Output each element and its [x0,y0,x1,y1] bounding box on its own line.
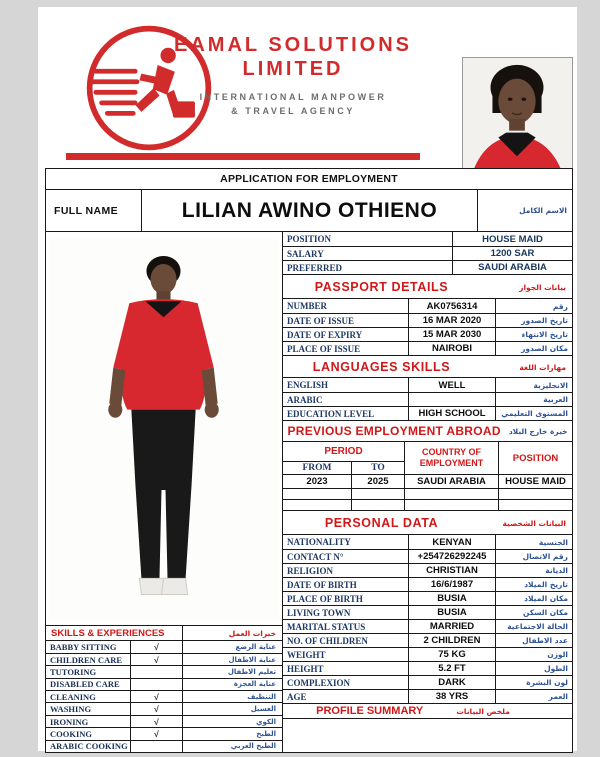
passport-rows [283,298,572,355]
country-header: COUNTRY OF EMPLOYMENT [405,442,499,474]
personal-row-label: NATIONALITY [283,535,409,549]
skill-row [46,653,282,665]
profile-summary-title: PROFILE SUMMARY [316,705,424,717]
personal-row-label-arabic-cell [496,578,572,591]
personal-row-value: 16/6/1987 [409,578,496,591]
passport-row-label-arabic-cell [496,342,572,355]
application-form [45,168,573,753]
employment-cell-from: 2023 [283,474,352,488]
personal-row-label: PLACE OF BIRTH [283,592,409,605]
personal-row-label-arabic: الحالة الاجتماعية [507,622,568,631]
personal-row-value: 38 YRS [409,690,496,703]
personal-row-value: 75 KG [409,648,496,661]
passport-row-label-arabic-cell [496,328,572,341]
personal-row-label-arabic: تاريخ الميلاد [524,580,568,589]
employment-cell-to [352,488,405,499]
form-title: APPLICATION FOR EMPLOYMENT [46,169,572,190]
skill-label-arabic: الكوي [256,717,276,726]
personal-row-label-arabic: مكان السكن [523,608,568,617]
skill-row [46,678,282,690]
passport-row-label-arabic-cell [496,314,572,327]
skill-checkmark: √ [131,641,183,652]
personal-row [283,633,572,647]
passport-row-label: PLACE OF ISSUE [283,342,409,355]
languages-title: LANGUAGES SKILLS [312,359,451,374]
personal-row-label-arabic-cell [496,676,572,689]
employment-title: PREVIOUS EMPLOYMENT ABROAD [287,424,501,438]
period-header: PERIOD [283,442,405,461]
employment-section-header [283,420,572,441]
languages-row [283,378,572,392]
passport-row [283,327,572,341]
languages-row-value [409,393,496,406]
skills-table [46,625,282,752]
passport-row-value: AK0756314 [409,299,496,313]
employment-cell-country [405,488,499,499]
languages-row-label-arabic-cell [496,378,572,392]
job-row-label: POSITION [283,232,453,246]
personal-row-value: BUSIA [409,592,496,605]
languages-section-header [283,355,572,377]
personal-row-label: CONTACT N° [283,550,409,563]
passport-row-label: NUMBER [283,299,409,313]
personal-row-label-arabic: العمر [548,692,568,701]
passport-row-label-arabic: رقم [552,301,568,311]
personal-row-label-arabic-cell [496,662,572,675]
languages-title-arabic: مهارات اللغة [519,362,566,372]
personal-row-value: +254726292245 [409,550,496,563]
profile-summary-box [283,718,572,752]
applicant-portrait-photo [462,57,573,179]
employment-grid [283,441,572,510]
skill-label-arabic: التنظيف [247,692,276,701]
personal-row-label-arabic-cell [496,592,572,605]
personal-title: PERSONAL DATA [324,515,439,530]
full-name-label-arabic: الاسم الكامل [519,206,567,215]
skill-checkmark: √ [131,691,183,702]
personal-title-arabic: البيانات الشخصية [502,518,566,528]
personal-row-label: NO. OF CHILDREN [283,634,409,647]
passport-row-label: DATE OF EXPIRY [283,328,409,341]
skill-label: TUTORING [46,666,131,677]
passport-row [283,313,572,327]
from-header: FROM [283,461,352,474]
passport-row-label-arabic: تاريخ الانتهاء [521,330,568,339]
company-name-block [168,33,418,119]
personal-row-label-arabic: مكان الميلاد [524,594,568,603]
tagline-line2: & TRAVEL AGENCY [231,106,355,117]
languages-row-value: HIGH SCHOOL [409,407,496,420]
employment-cell-from [283,499,352,510]
employment-title-arabic: خبرة خارج البلاد [508,426,568,436]
personal-row-label: LIVING TOWN [283,606,409,619]
skill-row [46,740,282,752]
skill-label-arabic: تعليم الاطفال [227,667,276,676]
employment-cell-country: SAUDI ARABIA [405,474,499,488]
personal-row [283,605,572,619]
personal-row-label-arabic: عدد الاطفال [522,636,568,645]
personal-row-label: MARITAL STATUS [283,620,409,633]
skill-label: ARABIC COOKING [46,741,131,752]
personal-row [283,577,572,591]
skill-checkmark: √ [131,703,183,714]
skill-label: CHILDREN CARE [46,654,131,665]
applicant-fullbody-photo [46,232,282,625]
right-column [283,232,572,752]
languages-row-label: ENGLISH [283,378,409,392]
personal-row-label-arabic-cell [496,690,572,703]
skill-checkmark [131,666,183,677]
skills-title: SKILLS & EXPERIENCES [46,626,183,640]
to-header: TO [352,461,405,474]
employment-cell-position [499,499,572,510]
left-column [46,232,283,752]
skill-label-arabic: الطبخ العربي [230,742,276,751]
passport-row-value: 15 MAR 2030 [409,328,496,341]
languages-row-value: WELL [409,378,496,392]
skill-label-arabic: الطبخ [256,729,276,738]
employment-cell-to [352,499,405,510]
personal-row [283,661,572,675]
personal-row-value: MARRIED [409,620,496,633]
languages-row-label-arabic: العربية [543,395,568,404]
skill-label-arabic: عناية الرضع [235,643,276,652]
job-row-label: SALARY [283,247,453,260]
personal-rows [283,534,572,703]
personal-row-label: COMPLEXION [283,676,409,689]
job-row [283,246,572,260]
employment-cell-to: 2025 [352,474,405,488]
employment-cell-position [499,488,572,499]
passport-row-value: NAIROBI [409,342,496,355]
personal-row-label-arabic-cell [496,564,572,577]
passport-title-arabic: بيانات الجواز [519,282,566,292]
personal-row-label-arabic: الديانة [545,566,568,575]
skill-row [46,702,282,714]
skill-checkmark [131,741,183,752]
languages-rows [283,377,572,420]
personal-row [283,549,572,563]
passport-row [283,299,572,313]
skill-checkmark [131,679,183,690]
passport-row-label-arabic: تاريخ الصدور [521,316,568,325]
personal-row-label-arabic: الطول [544,664,568,673]
personal-row [283,619,572,633]
employment-cell-position: HOUSE MAID [499,474,572,488]
skill-label-arabic: الغسيل [250,705,276,714]
personal-row-label-arabic-cell [496,648,572,661]
job-row-label: PREFERRED [283,261,453,274]
employment-cell-from [283,488,352,499]
personal-row-label: DATE OF BIRTH [283,578,409,591]
languages-row-label-arabic-cell [496,393,572,406]
profile-summary-title-arabic: ملخص البيانات [456,706,510,716]
personal-section-header [283,510,572,534]
profile-summary-header [283,703,572,718]
skill-row [46,727,282,739]
header-divider-bar [66,153,420,160]
skill-label-arabic: عناية الاطفال [228,655,276,664]
skill-label: DISABLED CARE [46,679,131,690]
languages-row-label: ARABIC [283,393,409,406]
personal-row [283,689,572,703]
passport-section-header [283,274,572,298]
employment-cell-country [405,499,499,510]
tagline-line1: INTERNATIONAL MANPOWER [199,92,387,102]
personal-row [283,647,572,661]
personal-row-label-arabic: الجنسية [538,537,568,547]
personal-row-label: RELIGION [283,564,409,577]
passport-row [283,341,572,355]
full-name-value: LILIAN AWINO OTHIENO [142,190,478,231]
job-row [283,232,572,246]
job-row-value: SAUDI ARABIA [478,262,547,273]
skill-label: IRONING [46,716,131,727]
personal-row-label: WEIGHT [283,648,409,661]
personal-row-value: BUSIA [409,606,496,619]
personal-row-value: 5.2 FT [409,662,496,675]
company-name-line1: EAMAL SOLUTIONS [174,34,412,56]
full-name-label: FULL NAME [46,190,142,231]
skill-label-arabic: عناية العجزة [233,680,276,689]
personal-row-label-arabic: لون البشرة [526,678,568,687]
skill-row [46,665,282,677]
personal-row [283,563,572,577]
personal-row-label-arabic-cell [496,620,572,633]
passport-row-value: 16 MAR 2020 [409,314,496,327]
skill-label: WASHING [46,703,131,714]
skill-checkmark: √ [131,728,183,739]
job-row [283,260,572,274]
passport-row-label-arabic: مكان الصدور [521,344,568,353]
personal-row [283,535,572,549]
personal-row-label: AGE [283,690,409,703]
passport-row-label-arabic-cell [496,299,572,313]
passport-row-label: DATE OF ISSUE [283,314,409,327]
languages-row-label-arabic-cell [496,407,572,420]
document-page [38,7,577,751]
skill-row [46,640,282,652]
job-row-value: HOUSE MAID [482,233,543,245]
languages-row [283,406,572,420]
letterhead [38,7,577,168]
personal-row-value: KENYAN [409,535,496,549]
languages-row-label-arabic: الانجليزية [533,380,568,390]
skill-checkmark: √ [131,716,183,727]
languages-row-label-arabic: المستوى التعليمي [501,409,568,418]
skill-checkmark: √ [131,654,183,665]
job-rows [283,232,572,274]
skill-label: COOKING [46,728,131,739]
personal-row-label: HEIGHT [283,662,409,675]
personal-row-label-arabic-cell [496,535,572,549]
personal-row [283,591,572,605]
personal-row-value: CHRISTIAN [409,564,496,577]
company-tagline [168,90,418,119]
form-body [46,232,572,752]
personal-row-label-arabic: رقم الاتصال [522,552,568,561]
skill-label: BABBY SITTING [46,641,131,652]
personal-row-label-arabic-cell [496,634,572,647]
company-name-line2: LIMITED [242,58,344,80]
skills-title-arabic: خبرات العمل [228,628,276,638]
personal-row-value: DARK [409,676,496,689]
personal-row-value: 2 CHILDREN [409,634,496,647]
skills-header [46,626,282,640]
skill-row [46,715,282,727]
skill-row [46,690,282,702]
full-name-row [46,190,572,232]
position-header: POSITION [512,452,559,464]
personal-row [283,675,572,689]
passport-title: PASSPORT DETAILS [314,279,449,294]
personal-row-label-arabic-cell [496,550,572,563]
personal-row-label-arabic-cell [496,606,572,619]
languages-row-label: EDUCATION LEVEL [283,407,409,420]
job-row-value: 1200 SAR [490,248,535,259]
personal-row-label-arabic: الوزن [547,650,568,659]
skill-label: CLEANING [46,691,131,702]
languages-row [283,392,572,406]
